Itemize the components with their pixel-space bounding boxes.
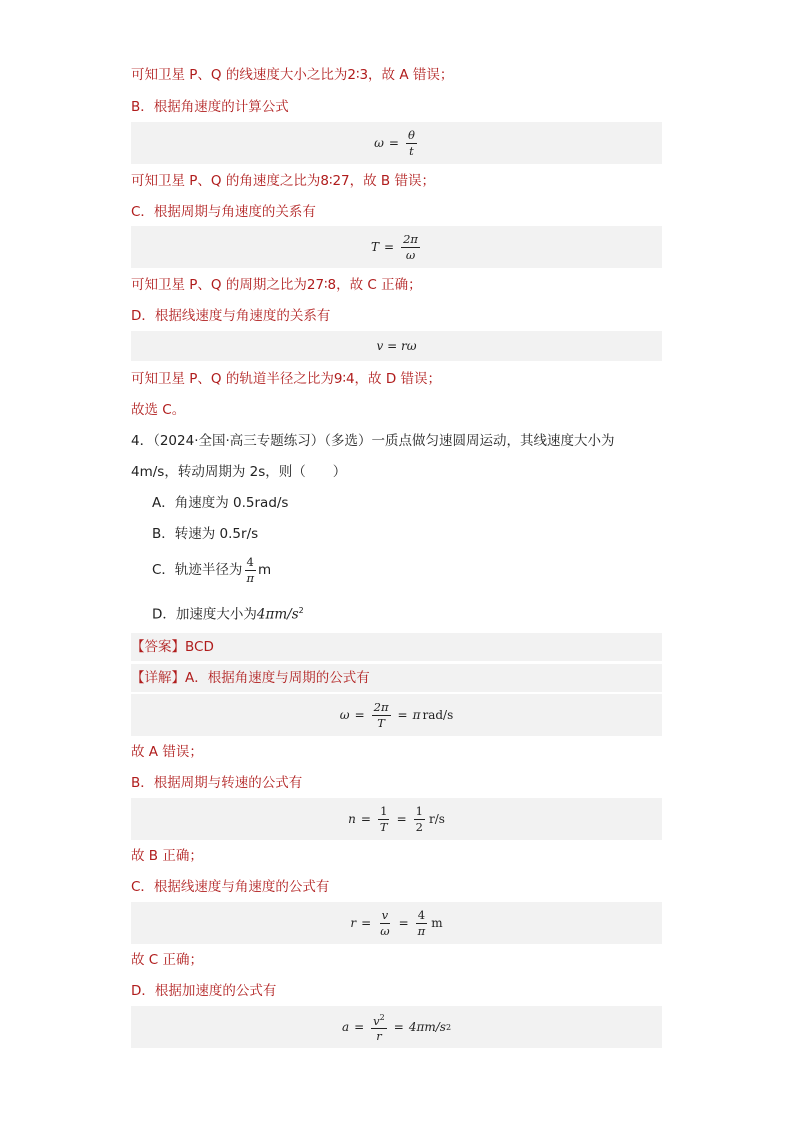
prev-option-b-label: B．根据角速度的计算公式 bbox=[131, 99, 289, 115]
detail-c-result: 故 C 正确； bbox=[131, 952, 204, 968]
answer-row bbox=[131, 633, 662, 661]
detail-a-result: 故 A 错误； bbox=[131, 744, 203, 760]
prev-option-d-label: D．根据线速度与角速度的关系有 bbox=[131, 308, 331, 324]
detail-d-text: D．根据加速度的公式有 bbox=[131, 983, 277, 999]
detail-row bbox=[131, 664, 662, 692]
detail-c-text: C．根据线速度与角速度的公式有 bbox=[131, 879, 330, 895]
detail-b-result: 故 B 正确； bbox=[131, 848, 203, 864]
formula-v-r-omega: v = rω bbox=[131, 331, 662, 361]
formula-n-1-T: n = $\frac{1}{T}$ = $\frac{1}{2}$ r/s bbox=[131, 798, 662, 840]
question-stem-line-1: 4．（2024·全国·高三专题练习）（多选）一质点做匀速圆周运动，其线速度大小为 bbox=[131, 433, 615, 449]
prev-conclusion: 故选 C。 bbox=[131, 402, 186, 418]
prev-line-3: 可知卫星 P、Q 的周期之比为27∶8，故 C 正确； bbox=[131, 277, 422, 293]
detail-a-text: A．根据角速度与周期的公式有 bbox=[185, 670, 370, 686]
formula-omega-theta-t: ω = $\frac{\theta}{t}$ bbox=[131, 122, 662, 164]
formula-r-v-omega: r = $\frac{v}{\omega}$ = $\frac{4}{\pi}$ m bbox=[131, 902, 662, 944]
prev-line-4: 可知卫星 P、Q 的轨道半径之比为9∶4，故 D 错误； bbox=[131, 371, 442, 387]
formula-omega-2pi-T: ω = $\frac{2\pi}{T}$ = π rad/s bbox=[131, 694, 662, 736]
prev-line-1: 可知卫星 P、Q 的线速度大小之比为2∶3，故 A 错误； bbox=[131, 67, 454, 83]
formula-a-v2-r: a = $\frac{v^2}{r}$ = 4π m/s 2 bbox=[131, 1006, 662, 1048]
detail-b-text: B．根据周期与转速的公式有 bbox=[131, 775, 303, 791]
prev-line-2: 可知卫星 P、Q 的角速度之比为8∶27，故 B 错误； bbox=[131, 173, 435, 189]
option-d: D．加速度大小为$4\pi m/s^2$ bbox=[152, 606, 304, 623]
prev-option-c-label: C．根据周期与角速度的关系有 bbox=[131, 204, 316, 220]
option-a: A．角速度为 0.5rad/s bbox=[152, 495, 289, 511]
option-c: C．轨迹半径为 $\frac{4}{\pi}$ m bbox=[152, 554, 272, 585]
answer-value: BCD bbox=[185, 639, 214, 655]
option-b: B．转速为 0.5r/s bbox=[152, 526, 259, 542]
answer-label: 【答案】 bbox=[131, 639, 185, 655]
detail-label: 【详解】 bbox=[131, 670, 185, 686]
question-stem-line-2: 4m/s，转动周期为 2s，则（ ） bbox=[131, 464, 347, 480]
formula-T-2pi-omega: T = $\frac{2\pi}{\omega}$ bbox=[131, 226, 662, 268]
